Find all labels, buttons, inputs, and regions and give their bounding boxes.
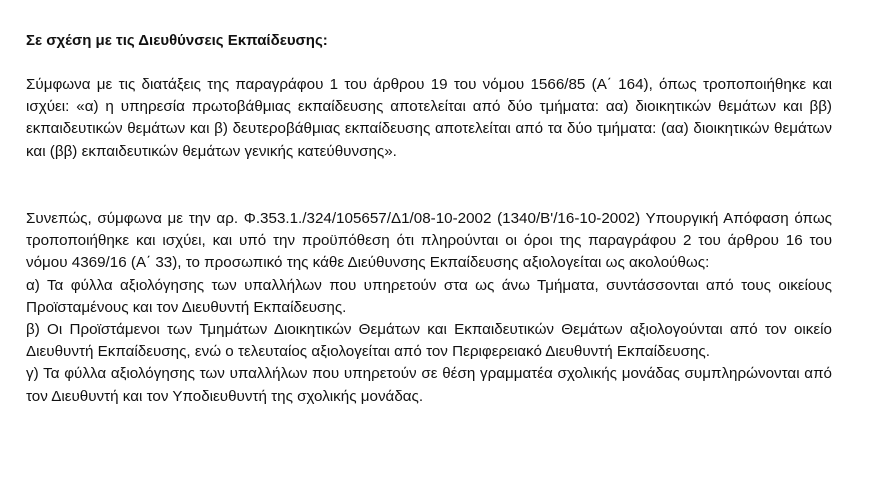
list-item-c: γ) Τα φύλλα αξιολόγησης των υπαλλήλων που υπηρετούν σε θέση γραμματέα σχολικής μονάδας συμπληρώνονται από τον Διευθυντή και τον Υποδιευθυντή της σχολικής μονάδας.: [26, 365, 832, 405]
paragraph-evaluation-intro: Συνεπώς, σύμφωνα με την αρ. Φ.353.1./324/105657/Δ1/08-10-2002 (1340/Β'/16-10-2002) Υπουργική Απόφαση όπως τροποποιήθηκε και ισχύει, και υπό την προϋπόθεση ότι πληρούνται οι όροι της παραγράφου 2 του άρθρου 16 του νόμου 4369/16 (Α΄ 33), το προσωπικό της κάθε Διεύθυνσης Εκπαίδευσης αξιολογείται ως ακολούθως:: [26, 210, 832, 272]
list-item-a: α) Τα φύλλα αξιολόγησης των υπαλλήλων που υπηρετούν στα ως άνω Τμήματα, συντάσσονται από τους οικείους Προϊσταμένους και τον Διευθυντή Εκπαίδευσης.: [26, 276, 832, 316]
section-heading: Σε σχέση με τις Διευθύνσεις Εκπαίδευσης:: [26, 32, 328, 49]
paragraph-law-provision: Σύμφωνα με τις διατάξεις της παραγράφου 1 του άρθρου 19 του νόμου 1566/85 (Α΄ 164), όπως τροποποιήθηκε και ισχύει: «α) η υπηρεσία πρωτοβάθμιας εκπαίδευσης αποτελείται από δύο τμήματα: αα) διοικητικών θεμάτων και ββ) εκπαιδευτικών θεμάτων και β) δευτεροβάθμιας εκπαίδευσης αποτελείται από τα δύο τμήματα: (αα) διοικητικών θεμάτων και (ββ) εκπαιδευτικών θεμάτων γενικής κατεύθυνσης».: [26, 76, 832, 160]
paragraph-evaluation: [26, 208, 832, 408]
list-item-b: β) Οι Προϊστάμενοι των Τμημάτων Διοικητικών Θεμάτων και Εκπαιδευτικών Θεμάτων αξιολογούνται από τον οικείο Διευθυντή Εκπαίδευσης, ενώ ο τελευταίος αξιολογείται από τον Περιφερειακό Διευθυντή Εκπαίδευσης.: [26, 321, 832, 361]
